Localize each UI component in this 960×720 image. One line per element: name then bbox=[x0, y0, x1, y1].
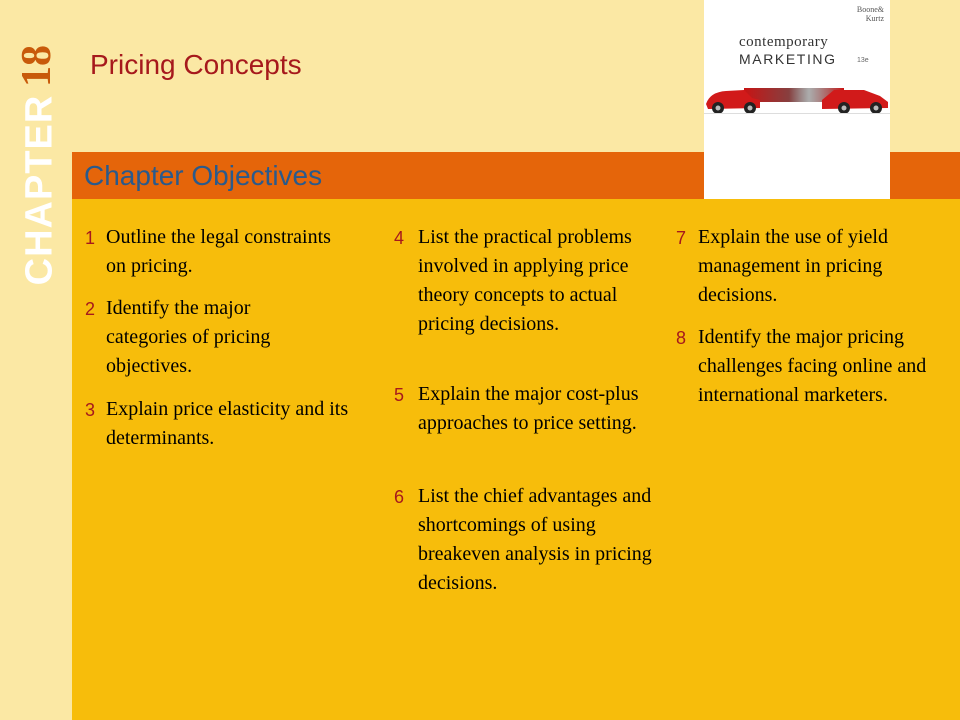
book-authors bbox=[857, 5, 884, 23]
objective-number-8: 8 bbox=[676, 328, 687, 348]
book-cover bbox=[704, 0, 890, 199]
objective-text-8: Identify the major pricing challenges facing online and international marketers. bbox=[698, 326, 927, 406]
objective-text-4: List the practical problems involved in applying price theory concepts to actual pricing decisions. bbox=[418, 226, 632, 335]
slide-title: Pricing Concepts bbox=[90, 49, 302, 80]
objective-number-7: 7 bbox=[676, 228, 687, 248]
objective-text-5: Explain the major cost-plus approaches to price setting. bbox=[418, 383, 639, 434]
objective-number-6: 6 bbox=[394, 487, 405, 507]
objective-text-2: Identify the major categories of pricing objectives. bbox=[106, 297, 271, 377]
objective-number-1: 1 bbox=[85, 228, 96, 248]
section-title: Chapter Objectives bbox=[84, 160, 323, 191]
book-title-line1: contemporary bbox=[739, 34, 829, 50]
objective-number-4: 4 bbox=[394, 228, 405, 248]
objective-text-6: List the chief advantages and shortcomings of using breakeven analysis in pricing decisions. bbox=[418, 485, 652, 594]
chapter-number: 18 bbox=[14, 45, 60, 87]
objective-text-3: Explain price elasticity and its determinants. bbox=[106, 398, 349, 449]
book-author-1: Boone& bbox=[856, 5, 884, 14]
chapter-label: CHAPTER bbox=[18, 94, 61, 286]
red-car-image bbox=[704, 78, 890, 122]
objective-number-3: 3 bbox=[85, 400, 96, 420]
book-title-line2: MARKETING bbox=[739, 51, 837, 67]
objective-text-7: Explain the use of yield management in pricing decisions. bbox=[698, 226, 888, 306]
book-edition: 13e bbox=[857, 57, 869, 64]
objective-number-5: 5 bbox=[394, 385, 405, 405]
book-author-2: Kurtz bbox=[865, 14, 884, 23]
objective-text-1: Outline the legal constraints on pricing. bbox=[106, 226, 331, 277]
objective-number-2: 2 bbox=[85, 299, 96, 319]
